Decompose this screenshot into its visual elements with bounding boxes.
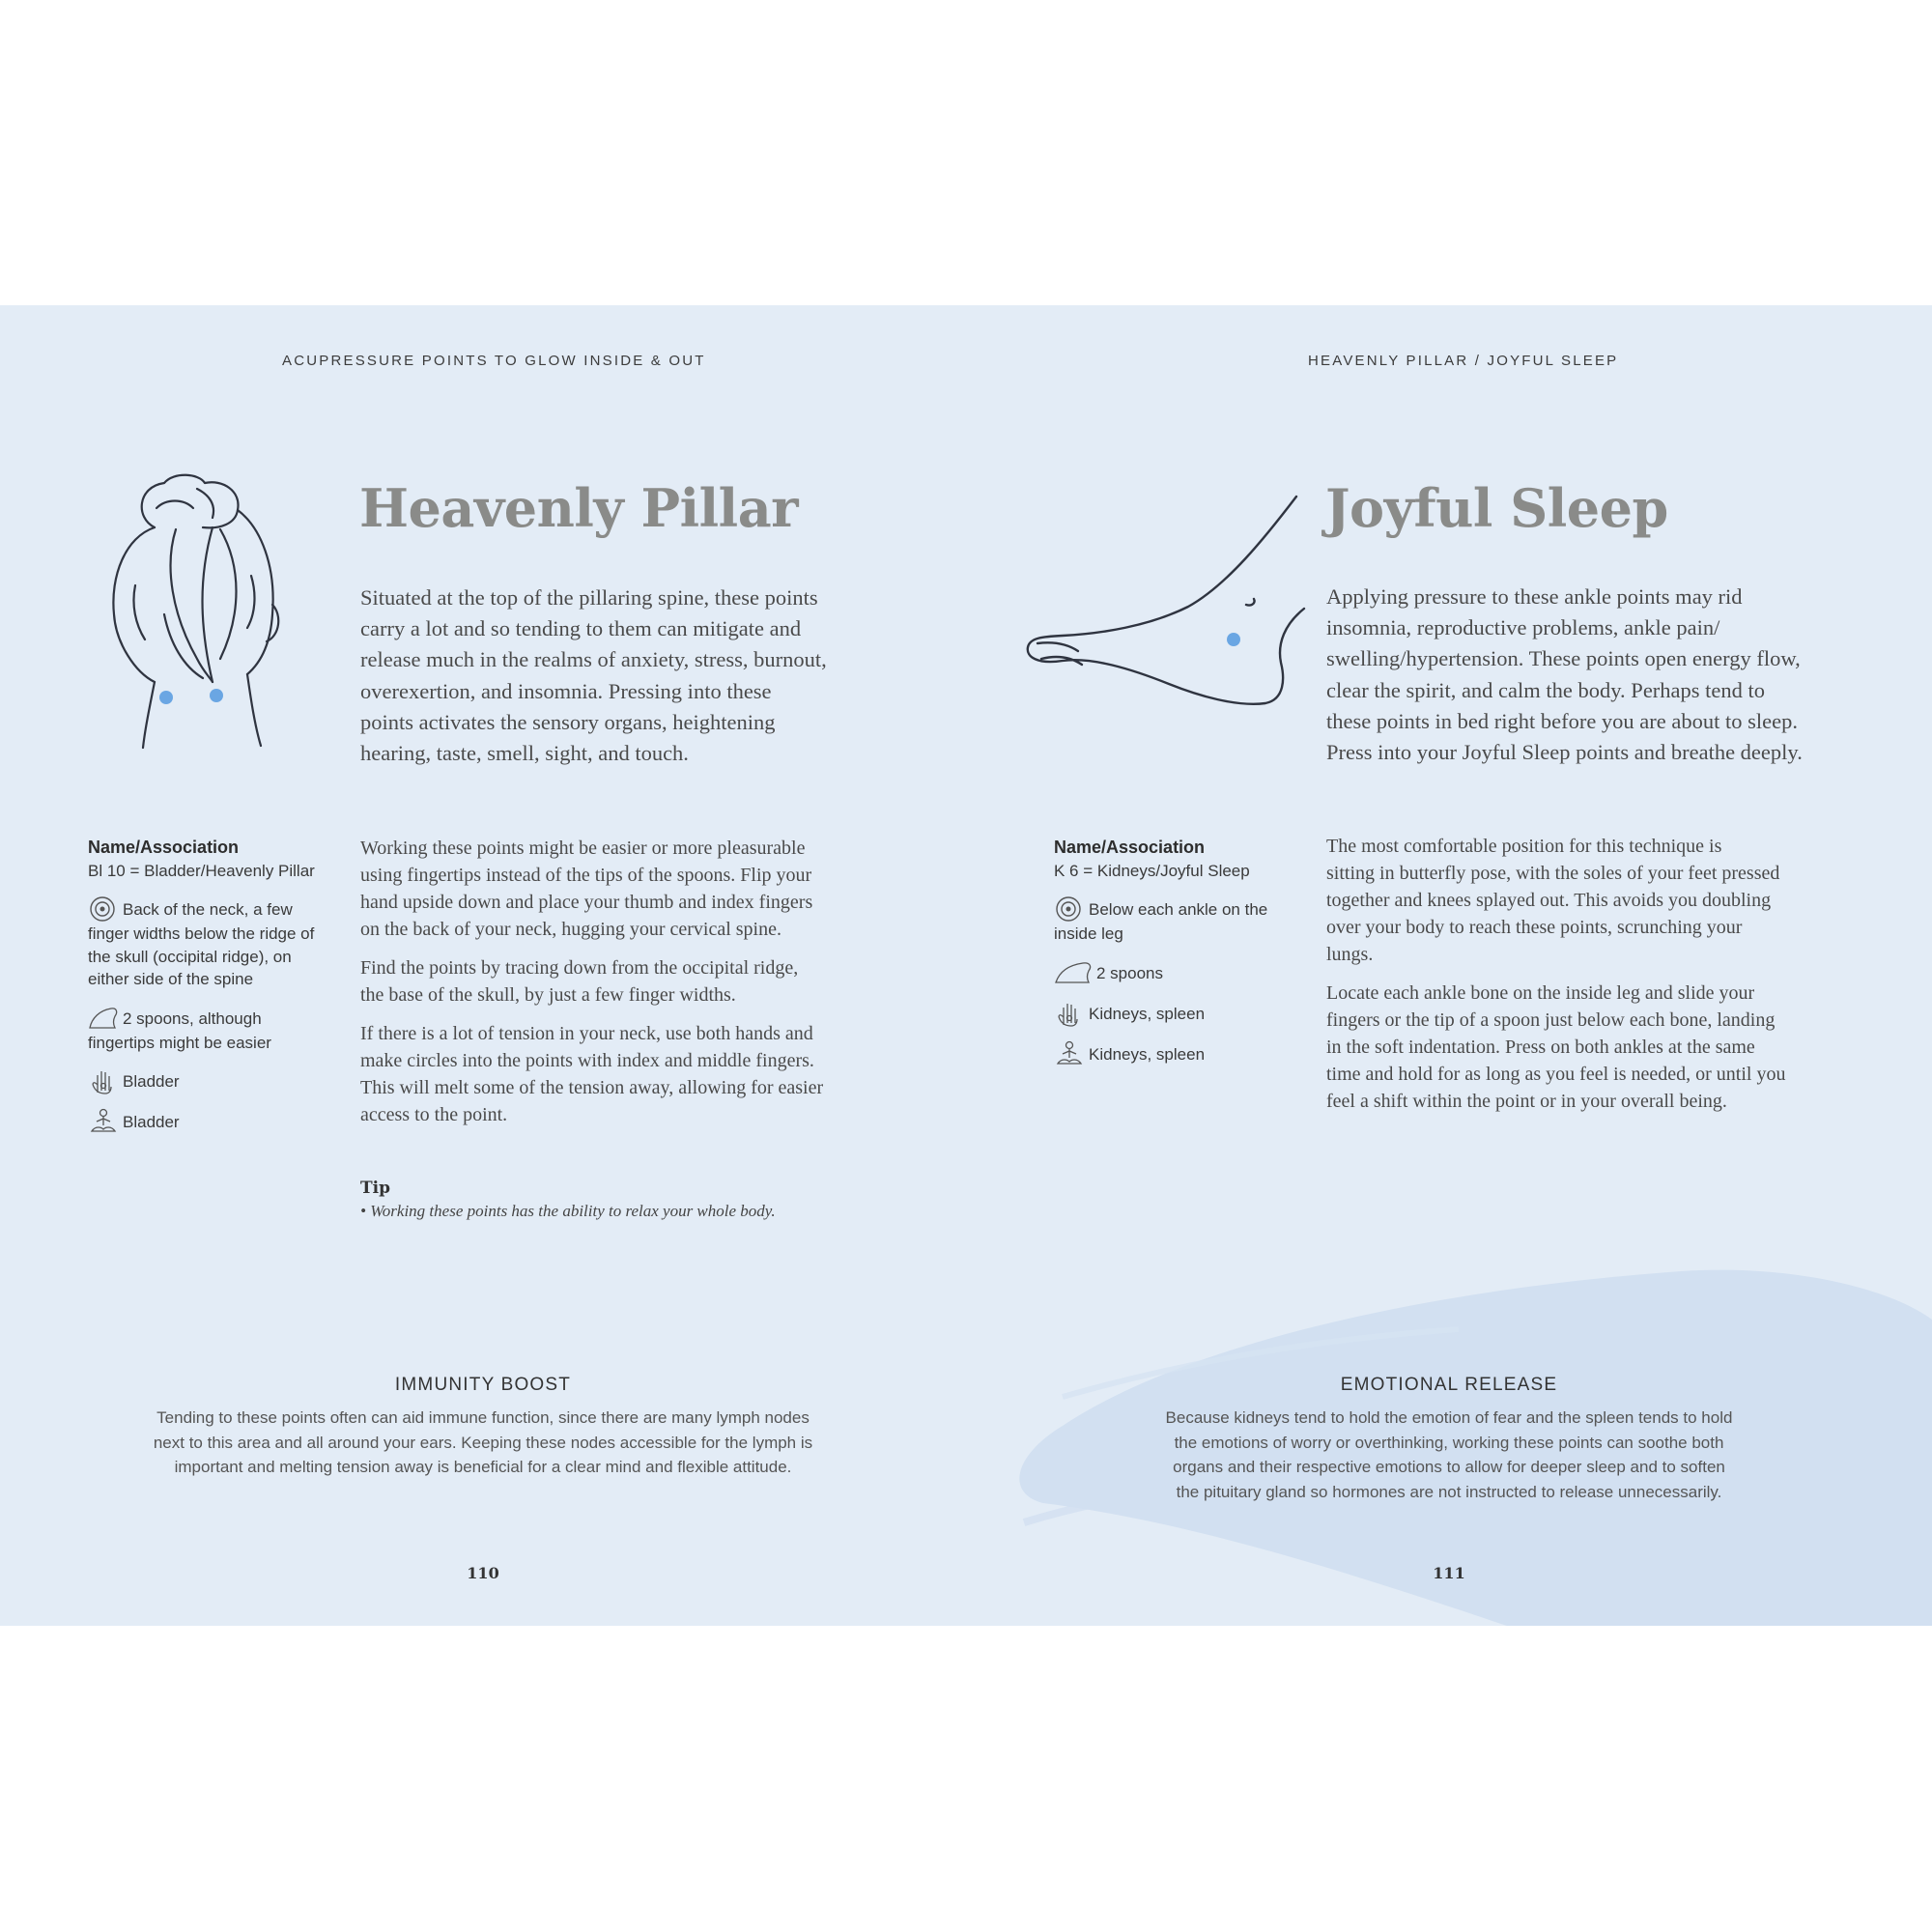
sidebar-left bbox=[88, 837, 329, 1135]
organ-text: Kidneys, spleen bbox=[1089, 1004, 1206, 1023]
immunity-boost-heading: IMMUNITY BOOST bbox=[394, 1375, 572, 1395]
body-line: Find the points by tracing down from the occipital ridge, bbox=[360, 957, 799, 979]
box-line: the pituitary gland so hormones are not instructed to release unnecessarily. bbox=[1176, 1482, 1722, 1501]
tool-item bbox=[88, 1005, 329, 1055]
box-line: the emotions of worry or overthinking, working these points can soothe both bbox=[1174, 1433, 1724, 1452]
body-text-left bbox=[360, 835, 901, 1140]
page-number-right: 111 bbox=[1433, 1564, 1465, 1582]
lead-paragraph-right bbox=[1326, 582, 1867, 768]
meridian-text: Bladder bbox=[123, 1113, 180, 1131]
meridian-item bbox=[1054, 1040, 1295, 1067]
location-text: Back of the neck, a few finger widths below the ridge of the skull (occipital ridge), on either side of the spine bbox=[88, 900, 315, 988]
organ-item bbox=[1054, 1000, 1295, 1027]
body-line: sitting in butterfly pose, with the soles of your feet pressed bbox=[1326, 863, 1780, 884]
sidebar-right bbox=[1054, 837, 1295, 1067]
lead-line: points activates the sensory organs, heightening bbox=[360, 709, 776, 734]
lead-line: release much in the realms of anxiety, stress, burnout, bbox=[360, 647, 827, 672]
meditation-icon bbox=[1054, 1040, 1085, 1067]
body-line: on the back of your neck, hugging your cervical spine. bbox=[360, 919, 781, 940]
body-line: in the soft indentation. Press on both ankles at the same bbox=[1326, 1037, 1755, 1058]
lead-line: Press into your Joyful Sleep points and breathe deeply. bbox=[1326, 740, 1803, 765]
lead-line: hearing, taste, smell, sight, and touch. bbox=[360, 741, 689, 766]
paragraph bbox=[360, 954, 901, 1009]
book-spread bbox=[0, 305, 1932, 1626]
body-line: feel a shift within the point or in your overall being. bbox=[1326, 1091, 1727, 1112]
box-line: next to this area and all around your ears. Keeping these nodes accessible for the lymph is bbox=[153, 1433, 813, 1452]
emotional-release-heading: EMOTIONAL RELEASE bbox=[1340, 1375, 1558, 1395]
foot-illustration bbox=[1024, 489, 1314, 721]
lead-line: insomnia, reproductive problems, ankle pain/ bbox=[1326, 615, 1720, 640]
tool-text: 2 spoons bbox=[1096, 963, 1163, 982]
box-line: Because kidneys tend to hold the emotion of fear and the spleen tends to hold bbox=[1165, 1408, 1733, 1427]
body-line: fingers or the tip of a spoon just below each bone, landing bbox=[1326, 1009, 1776, 1031]
target-icon bbox=[88, 895, 119, 923]
body-line: time and hold for as long as you feel is needed, or until you bbox=[1326, 1064, 1786, 1085]
body-line: together and knees splayed out. This avoids you doubling bbox=[1326, 890, 1772, 911]
hand-icon bbox=[88, 1067, 119, 1094]
sidebar-heading: Name/Association bbox=[88, 838, 240, 857]
lead-line: carry a lot and so tending to them can mitigate and bbox=[360, 616, 802, 641]
lead-paragraph-left bbox=[360, 582, 901, 769]
sidebar-heading: Name/Association bbox=[1054, 838, 1206, 857]
hand-icon bbox=[1054, 1000, 1085, 1027]
lead-line: Applying pressure to these ankle points may rid bbox=[1326, 584, 1743, 609]
paragraph bbox=[360, 835, 901, 943]
spoon-icon bbox=[1054, 959, 1093, 986]
emotional-release-text bbox=[1063, 1406, 1835, 1504]
organ-item bbox=[88, 1067, 329, 1094]
association-text: K 6 = Kidneys/Joyful Sleep bbox=[1054, 861, 1250, 880]
lead-line: overexertion, and insomnia. Pressing into these bbox=[360, 678, 772, 703]
location-item bbox=[88, 895, 329, 991]
body-line: over your body to reach these points, scrunching your bbox=[1326, 917, 1743, 938]
location-text: Below each ankle on the inside leg bbox=[1054, 900, 1268, 943]
box-line: organs and their respective emotions to allow for deeper sleep and to soften bbox=[1173, 1458, 1725, 1476]
tool-item bbox=[1054, 959, 1295, 986]
spoon-icon bbox=[88, 1005, 119, 1032]
meridian-item bbox=[88, 1108, 329, 1135]
body-line: hand upside down and place your thumb and index fingers bbox=[360, 892, 813, 913]
paragraph bbox=[1326, 980, 1887, 1115]
page-number-left: 110 bbox=[467, 1564, 499, 1582]
body-line: lungs. bbox=[1326, 944, 1374, 965]
body-line: using fingertips instead of the tips of the spoons. Flip your bbox=[360, 865, 812, 886]
tool-text: 2 spoons, although fingertips might be easier bbox=[88, 1009, 271, 1052]
running-head-right: HEAVENLY PILLAR / JOYFUL SLEEP bbox=[1308, 353, 1619, 369]
head-back-illustration bbox=[97, 469, 290, 750]
lead-line: clear the spirit, and calm the body. Perhaps tend to bbox=[1326, 677, 1766, 702]
location-item bbox=[1054, 895, 1295, 946]
paragraph bbox=[360, 1020, 901, 1128]
box-line: Tending to these points often can aid immune function, since there are many lymph nodes bbox=[156, 1408, 810, 1427]
running-head-left: ACUPRESSURE POINTS TO GLOW INSIDE & OUT bbox=[282, 353, 706, 369]
body-line: The most comfortable position for this technique is bbox=[1326, 836, 1722, 857]
immunity-boost-text bbox=[97, 1406, 869, 1480]
association-text: Bl 10 = Bladder/Heavenly Pillar bbox=[88, 861, 315, 880]
meditation-icon bbox=[88, 1108, 119, 1135]
page-title-heavenly-pillar: Heavenly Pillar bbox=[359, 477, 799, 539]
tip-text: • Working these points has the ability to relax your whole body. bbox=[360, 1202, 776, 1220]
body-line: Working these points might be easier or more pleasurable bbox=[360, 838, 806, 859]
body-line: This will melt some of the tension away, allowing for easier bbox=[360, 1077, 824, 1098]
body-line: make circles into the points with index and middle fingers. bbox=[360, 1050, 814, 1071]
lead-line: Situated at the top of the pillaring spine, these points bbox=[360, 585, 818, 610]
paragraph bbox=[1326, 833, 1887, 968]
target-icon bbox=[1054, 895, 1085, 923]
lead-line: swelling/hypertension. These points open energy flow, bbox=[1326, 646, 1801, 671]
tip-heading: Tip bbox=[360, 1179, 390, 1198]
body-line: the base of the skull, by just a few finger widths. bbox=[360, 984, 736, 1006]
body-line: Locate each ankle bone on the inside leg and slide your bbox=[1326, 982, 1755, 1004]
body-line: If there is a lot of tension in your neck, use both hands and bbox=[360, 1023, 813, 1044]
organ-text: Bladder bbox=[123, 1072, 180, 1091]
page-title-joyful-sleep: Joyful Sleep bbox=[1325, 477, 1668, 539]
lead-line: these points in bed right before you are about to sleep. bbox=[1326, 708, 1798, 733]
body-text-right bbox=[1326, 833, 1887, 1126]
meridian-text: Kidneys, spleen bbox=[1089, 1044, 1206, 1064]
body-line: access to the point. bbox=[360, 1104, 508, 1125]
box-line: important and melting tension away is beneficial for a clear mind and flexible attitude. bbox=[174, 1458, 792, 1476]
